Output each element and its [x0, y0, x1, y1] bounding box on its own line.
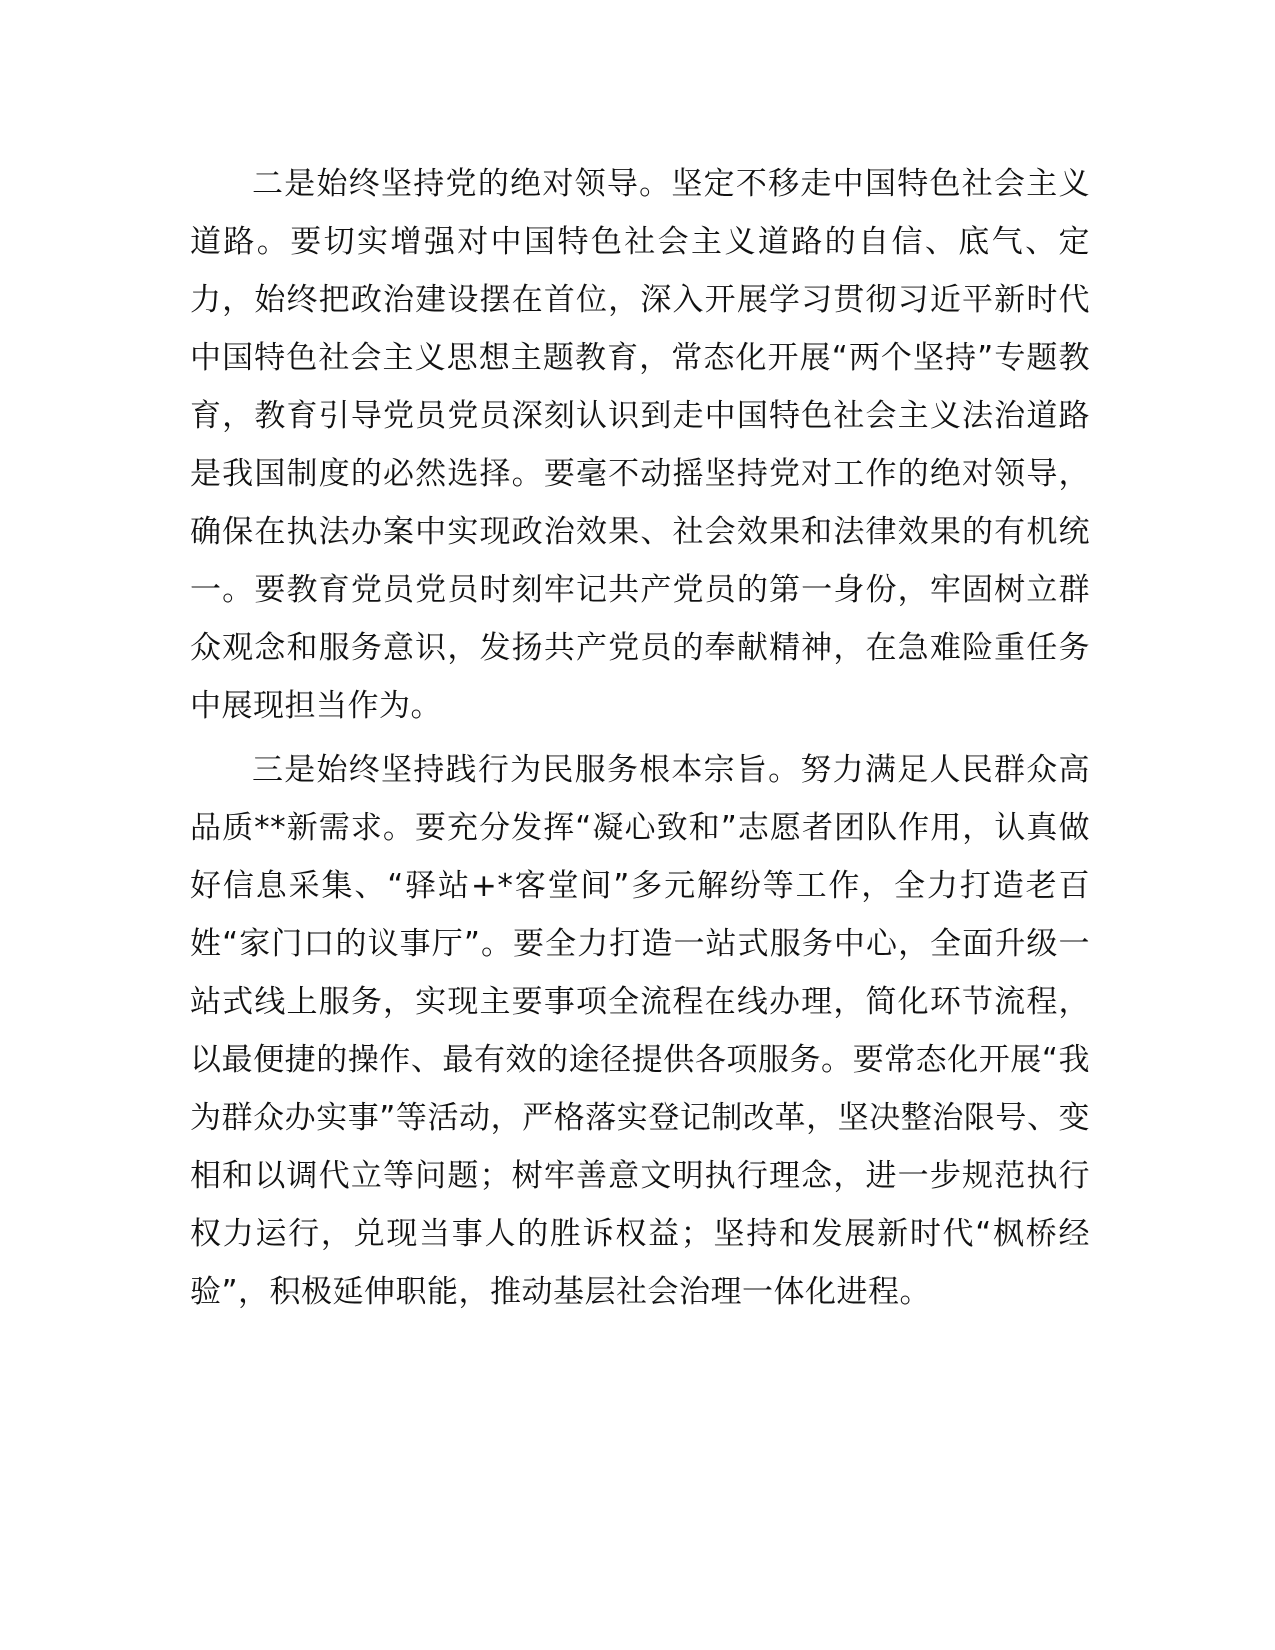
document-body [190, 155, 1090, 1327]
paragraph-adhere-party-leadership: 二是始终坚持党的绝对领导。坚定不移走中国特色社会主义道路。要切实增强对中国特色社会主义道路的自信、底气、定力，始终把政治建设摆在首位，深入开展学习贯彻习近平新时代中国特色社会主义思想主题教育，常态化开展“两个坚持”专题教育，教育引导党员党员深刻认识到走中国特色社会主义法治道路是我国制度的必然选择。要毫不动摇坚持党对工作的绝对领导，确保在执法办案中实现政治效果、社会效果和法律效果的有机统一。要教育党员党员时刻牢记共产党员的第一身份，牢固树立群众观念和服务意识，发扬共产党员的奉献精神，在急难险重任务中展现担当作为。 [190, 166, 1090, 724]
paragraph-serve-the-people: 三是始终坚持践行为民服务根本宗旨。努力满足人民群众高品质**新需求。要充分发挥“凝心致和”志愿者团队作用，认真做好信息采集、“驿站+*客堂间”多元解纷等工作，全力打造老百姓“家门口的议事厅”。要全力打造一站式服务中心，全面升级一站式线上服务，实现主要事项全流程在线办理，简化环节流程，以最便捷的操作、最有效的途径提供各项服务。要常态化开展“我为群众办实事”等活动，严格落实登记制改革，坚决整治限号、变相和以调代立等问题；树牢善意文明执行理念，进一步规范执行权力运行，兑现当事人的胜诉权益；坚持和发展新时代“枫桥经验”，积极延伸职能，推动基层社会治理一体化进程。 [190, 752, 1090, 1310]
